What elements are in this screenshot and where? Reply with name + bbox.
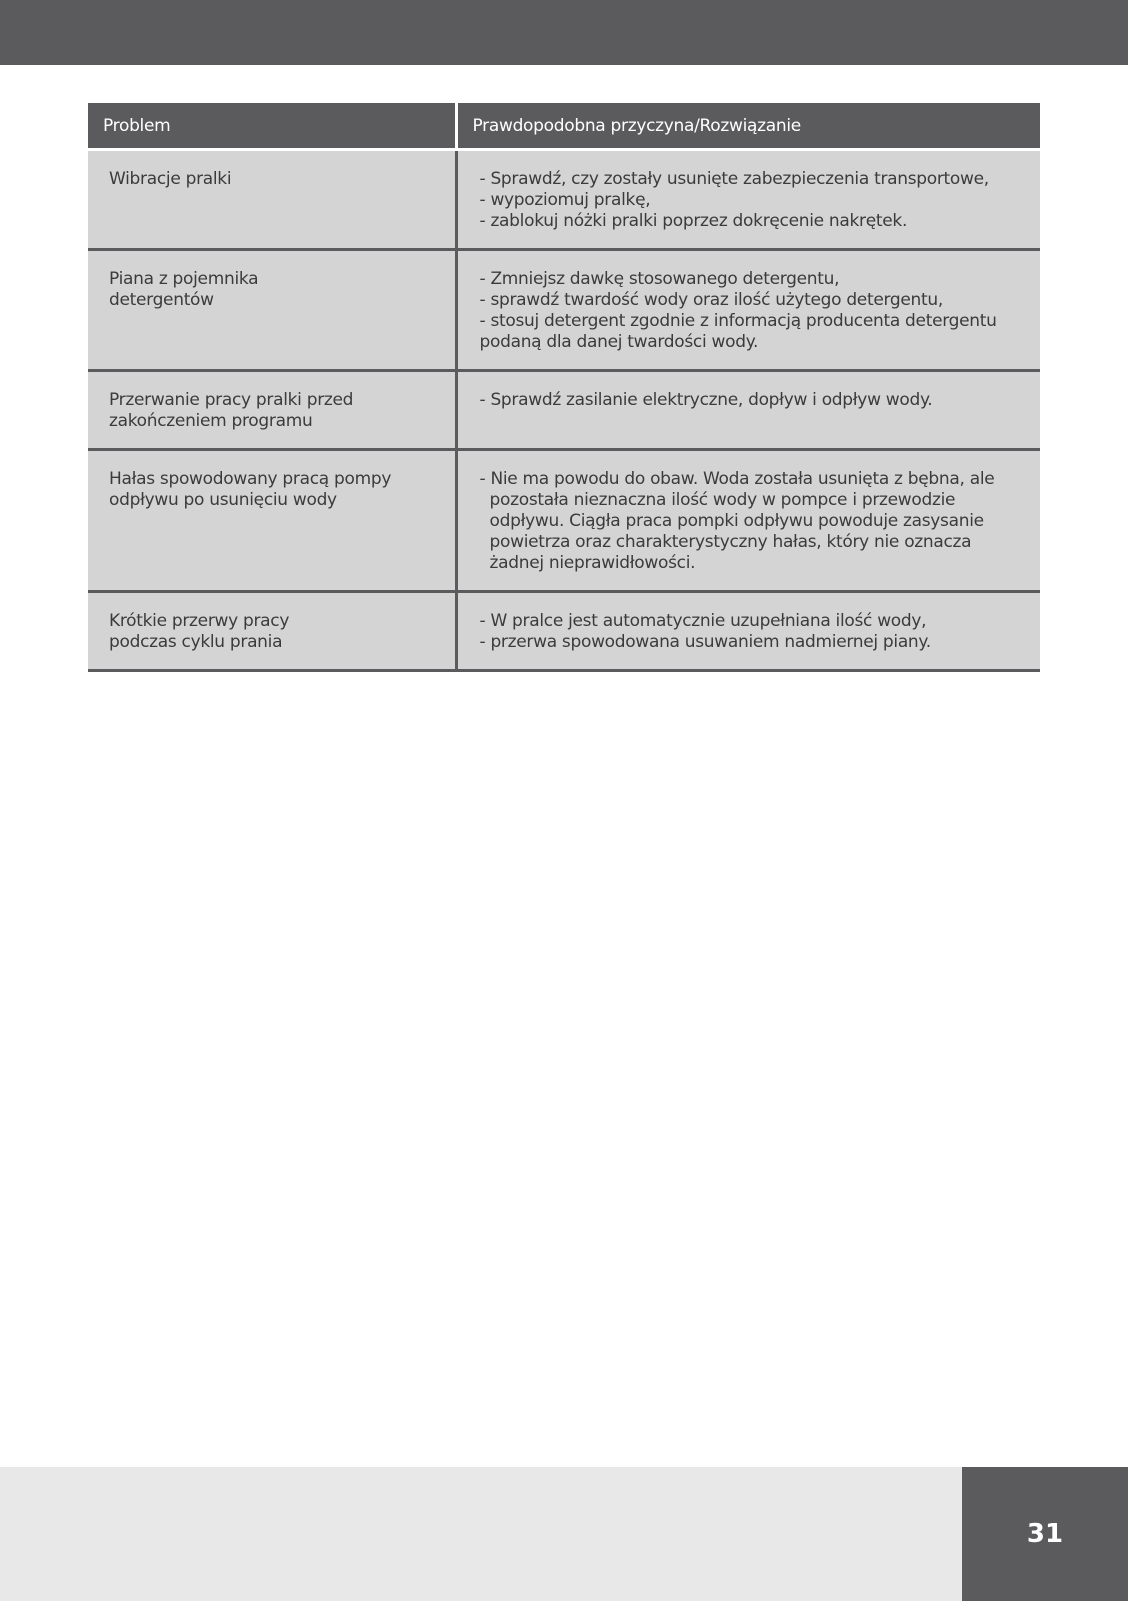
problem-cell [88, 371, 456, 450]
solution-cell [456, 150, 1040, 250]
problem-cell [88, 592, 456, 671]
problem-cell [88, 250, 456, 371]
page-number: 31 [1026, 1519, 1064, 1549]
top-header-bar [0, 0, 1128, 65]
troubleshooting-table [88, 103, 1040, 672]
table-row [88, 592, 1040, 671]
solution-line: - wypoziomuj pralkę, [479, 190, 651, 210]
problem-text: Przerwanie pracy pralki przed [109, 390, 354, 410]
table-row [88, 150, 1040, 250]
problem-text: detergentów [109, 290, 214, 310]
problem-text: podczas cyklu prania [109, 632, 283, 652]
solution-line: - Sprawdź zasilanie elektryczne, dopływ i odpływ wody. [479, 390, 933, 410]
footer-band [0, 1467, 962, 1601]
solution-line: - stosuj detergent zgodnie z informacją producenta detergentu [479, 311, 997, 331]
page-number-box [962, 1467, 1128, 1601]
problem-cell [88, 450, 456, 592]
column-header-solution: Prawdopodobna przyczyna/Rozwiązanie [456, 103, 1040, 150]
solution-line: - W pralce jest automatycznie uzupełniana ilość wody, [479, 611, 927, 631]
column-header-problem: Problem [88, 103, 456, 150]
solution-cell [456, 371, 1040, 450]
table-row [88, 250, 1040, 371]
problem-text: Piana z pojemnika [109, 269, 259, 289]
solution-cell [456, 592, 1040, 671]
solution-line: - przerwa spowodowana usuwaniem nadmiernej piany. [479, 632, 931, 652]
solution-paragraph: - Nie ma powodu do obaw. Woda została usunięta z bębna, ale pozostała nieznaczna ilość wody w pompce i przewodzie odpływu. Ciągła praca pompki odpływu powoduje zasysanie powietrza oraz charakterystyczny hałas, który nie oznacza żadnej nieprawidłowości. [479, 469, 995, 573]
table-row [88, 371, 1040, 450]
solution-line: podaną dla danej twardości wody. [479, 332, 759, 352]
solution-cell [456, 450, 1040, 592]
table-header-row [88, 103, 1040, 150]
solution-cell [456, 250, 1040, 371]
solution-line: - zablokuj nóżki pralki poprzez dokręcenie nakrętek. [479, 211, 908, 231]
problem-text: odpływu po usunięciu wody [109, 490, 337, 510]
solution-line: - Zmniejsz dawkę stosowanego detergentu, [479, 269, 840, 289]
problem-cell [88, 150, 456, 250]
problem-text: zakończeniem programu [109, 411, 313, 431]
problem-text: Krótkie przerwy pracy [109, 611, 290, 631]
solution-line: - sprawdź twardość wody oraz ilość użytego detergentu, [479, 290, 943, 310]
problem-text: Hałas spowodowany pracą pompy [109, 469, 392, 489]
table-row [88, 450, 1040, 592]
solution-line: - Sprawdź, czy zostały usunięte zabezpieczenia transportowe, [479, 169, 989, 189]
problem-text: Wibracje pralki [109, 169, 232, 189]
